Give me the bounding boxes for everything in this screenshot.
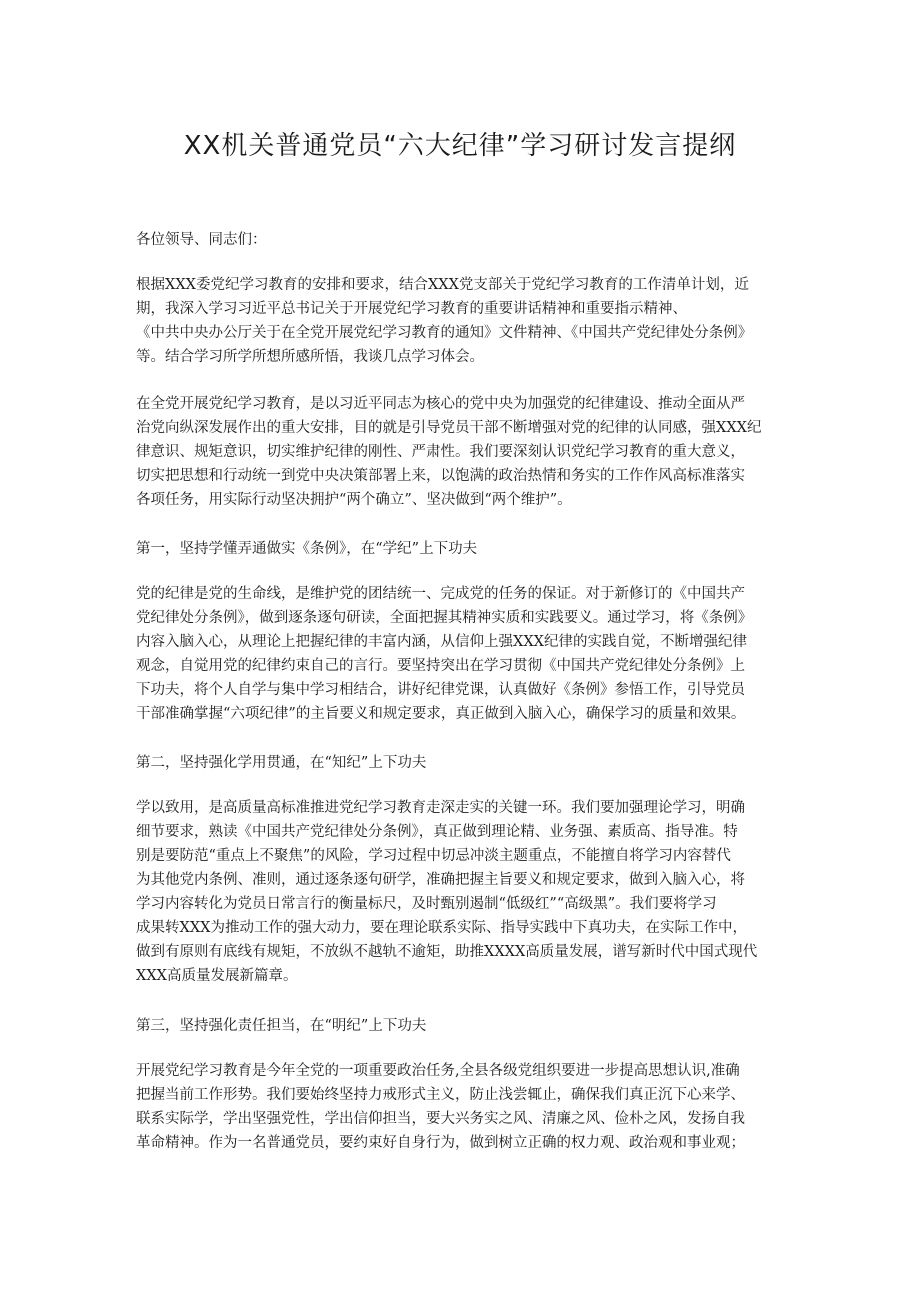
paragraph-line: 为其他党内条例、准则，通过逐条逐句研学，准确把握主旨要义和规定要求，做到入脑入心，将	[136, 872, 745, 888]
paragraph-line: 开展党纪学习教育是今年全党的一项重要政治任务,全县各级党组织要进一步提高思想认识,准确	[136, 1063, 740, 1079]
paragraph-line: 内容入脑入心，从理论上把握纪律的丰富内涵，从信仰上强XXX纪律的实践自觉，不断增强纪律	[136, 634, 747, 650]
paragraph-line: 各项任务，用实际行动坚决拥护“两个确立”、坚决做到“两个维护”。	[136, 492, 572, 508]
heading-line: 第三，坚持强化责任担当，在“明纪”上下功夫	[136, 1018, 427, 1034]
paragraph-line: 学以致用，是高质量高标准推进党纪学习教育走深走实的关键一环。我们要加强理论学习，明确	[136, 800, 745, 816]
section-heading-2	[136, 751, 794, 775]
paragraph-line: 细节要求，熟读《中国共产党纪律处分条例》，真正做到理论精、业务强、素质高、指导准。特	[136, 824, 738, 840]
salutation: 各位领导、同志们：	[136, 232, 267, 248]
paragraph-line: 党的纪律是党的生命线，是维护党的团结统一、完成党的任务的保证。对于新修订的《中国共产	[136, 586, 745, 602]
heading-line: 第二，坚持强化学用贯通，在“知纪”上下功夫	[136, 755, 427, 771]
paragraph-section-2	[136, 796, 794, 988]
paragraph-line: 把握当前工作形势。我们要始终坚持力戒形式主义，防止浅尝辄止，确保我们真正沉下心来学、	[136, 1087, 745, 1103]
document-title: XX机关普通党员“六大纪律”学习研讨发言提纲	[183, 131, 737, 161]
paragraph-line: 别是要防范“重点上不聚焦”的风险，学习过程中切忌冲淡主题重点，不能擅自将学习内容替代	[136, 848, 731, 864]
paragraph-line: 革命精神。作为一名普通党员，要约束好自身行为，做到树立正确的权力观、政治观和事业观；	[136, 1135, 745, 1151]
paragraph-line: 期，我深入学习习近平总书记关于开展党纪学习教育的重要讲话精神和重要指示精神、	[136, 301, 687, 317]
paragraph-line: 党纪律处分条例》，做到逐条逐句研读，全面把握其精神实质和实践要义。通过学习，将《条例》	[136, 610, 753, 626]
section-heading-1	[136, 537, 794, 561]
paragraph-significance	[136, 392, 794, 512]
heading-line: 第一，坚持学懂弄通做实《条例》，在“学纪”上下功夫	[136, 541, 478, 557]
paragraph-line: 律意识、规矩意识，切实维护纪律的刚性、严肃性。我们要深刻认识党纪学习教育的重大意义，	[136, 444, 745, 460]
section-heading-3	[136, 1014, 794, 1038]
paragraph-line: 下功夫，将个人自学与集中学习相结合，讲好纪律党课，认真做好《条例》参悟工作，引导党员	[136, 682, 745, 698]
paragraph-line: 联系实际学，学出坚强党性，学出信仰担当，要大兴务实之风、清廉之风、俭朴之风，发扬自我	[136, 1111, 745, 1127]
paragraph-line: 成果转XXX为推动工作的强大动力，要在理论联系实际、指导实践中下真功夫，在实际工作中，	[136, 920, 747, 936]
paragraph-line: 切实把思想和行动统一到党中央决策部署上来，以饱满的政治热情和务实的工作作风高标准落实	[136, 468, 745, 484]
paragraph-line: 等。结合学习所学所想所感所悟，我谈几点学习体会。	[136, 349, 484, 365]
paragraph-line: 做到有原则有底线有规矩，不放纵不越轨不逾矩，助推XXXX高质量发展，谱写新时代中国式现代	[136, 944, 758, 960]
paragraph-line: 治党向纵深发展作出的重大安排，目的就是引导党员干部不断增强对党的纪律的认同感，强XXX纪	[136, 420, 762, 436]
paragraph-section-1	[136, 582, 794, 726]
paragraph-line: 干部准确掌握“六项纪律”的主旨要义和规定要求，真正做到入脑入心，确保学习的质量和效果。	[136, 706, 746, 722]
paragraph-line: 《中共中央办公厅关于在全党开展党纪学习教育的通知》文件精神、《中国共产党纪律处分条例》	[136, 325, 753, 341]
paragraph-intro	[136, 273, 794, 369]
paragraph-section-3	[136, 1059, 794, 1155]
paragraph-line: XXX高质量发展新篇章。	[136, 968, 298, 984]
paragraph-line: 观念，自觉用党的纪律约束自己的言行。要坚持突出在学习贯彻《中国共产党纪律处分条例》上	[136, 658, 745, 674]
paragraph-line: 学习内容转化为党员日常言行的衡量标尺，及时甄别遏制“低级红”“高级黑”。我们要将学习	[136, 896, 717, 912]
paragraph-line: 根据XXX委党纪学习教育的安排和要求，结合XXX党支部关于党纪学习教育的工作清单计划，近	[136, 277, 749, 293]
paragraph-line: 在全党开展党纪学习教育，是以习近平同志为核心的党中央为加强党的纪律建设、推动全面从严	[136, 396, 745, 412]
